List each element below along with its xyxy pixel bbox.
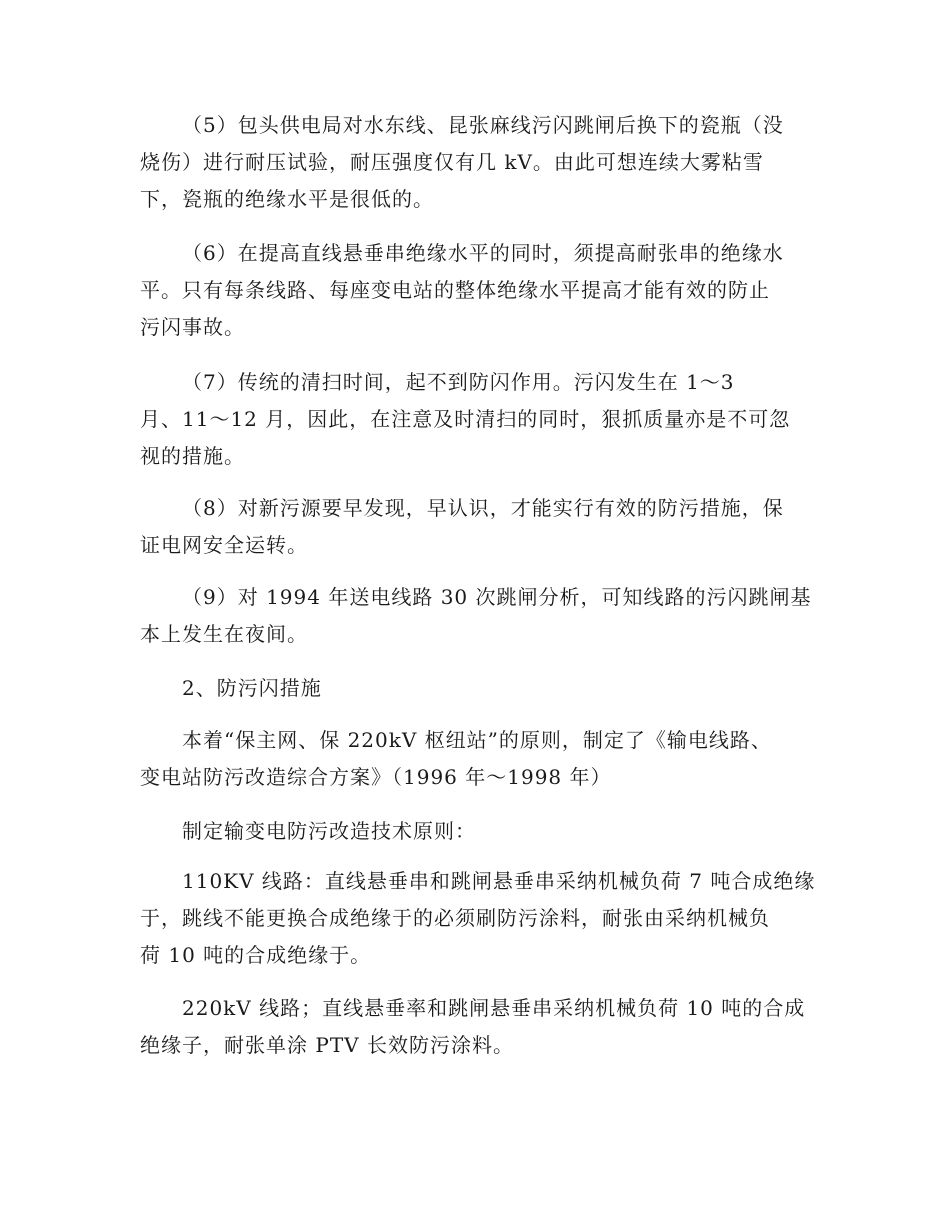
paragraph-technical-principles [140,813,820,850]
paragraph-220kv-line [140,990,820,1064]
text-line: 下，瓷瓶的绝缘水平是很低的。 [140,187,434,211]
text-line: （5）包头供电局对水东线、昆张麻线污闪跳闸后换下的瓷瓶（没 [182,113,784,137]
paragraph-principle [140,722,820,796]
text-line: 本着“保主网、保 220kV 枢纽站”的原则，制定了《输电线路、 [182,728,772,752]
text-line: （7）传统的清扫时间，起不到防闪作用。污闪发生在 1～3 [182,370,735,394]
paragraph-item-8 [140,490,820,564]
text-line: 污闪事故。 [140,315,245,339]
text-line: 证电网安全运转。 [140,533,308,557]
text-line: （6）在提高直线悬垂串绝缘水平的同时，须提高耐张串的绝缘水 [182,241,784,265]
text-line: 烧伤）进行耐压试验，耐压强度仅有几 kV。由此可想连续大雾粘雪 [140,150,764,174]
text-line: 绝缘子，耐张单涂 PTV 长效防污涂料。 [140,1033,514,1057]
paragraph-item-5 [140,107,820,218]
paragraph-item-7 [140,364,820,475]
text-line: 110KV 线路：直线悬垂串和跳闸悬垂串采纳机械负荷 7 吨合成绝缘 [182,869,816,893]
paragraph-item-6 [140,235,820,346]
text-line: 月、11～12 月，因此，在注意及时清扫的同时，狠抓质量亦是不可忽 [140,407,791,431]
text-line: 视的措施。 [140,444,245,468]
section-heading [140,670,820,707]
text-line: 220kV 线路；直线悬垂率和跳闸悬垂串采纳机械负荷 10 吨的合成 [182,996,806,1020]
text-line: （8）对新污源要早发现，早认识，才能实行有效的防污措施，保 [182,496,784,520]
paragraph-item-9 [140,579,820,653]
text-line: 制定输变电防污改造技术原则： [182,819,476,843]
text-line: 荷 10 吨的合成绝缘于。 [140,943,372,967]
text-line: 平。只有每条线路、每座变电站的整体绝缘水平提高才能有效的防止 [140,278,770,302]
text-line: 本上发生在夜间。 [140,622,308,646]
paragraph-110kv-line [140,863,820,974]
text-line: （9）对 1994 年送电线路 30 次跳闸分析，可知线路的污闪跳闸基 [182,585,812,609]
text-line: 于，跳线不能更换合成绝缘于的必须刷防污涂料，耐张由采纳机械负 [140,906,770,930]
text-line: 2、防污闪措施 [182,676,322,700]
text-line: 变电站防污改造综合方案》（1996 年～1998 年） [140,765,612,789]
